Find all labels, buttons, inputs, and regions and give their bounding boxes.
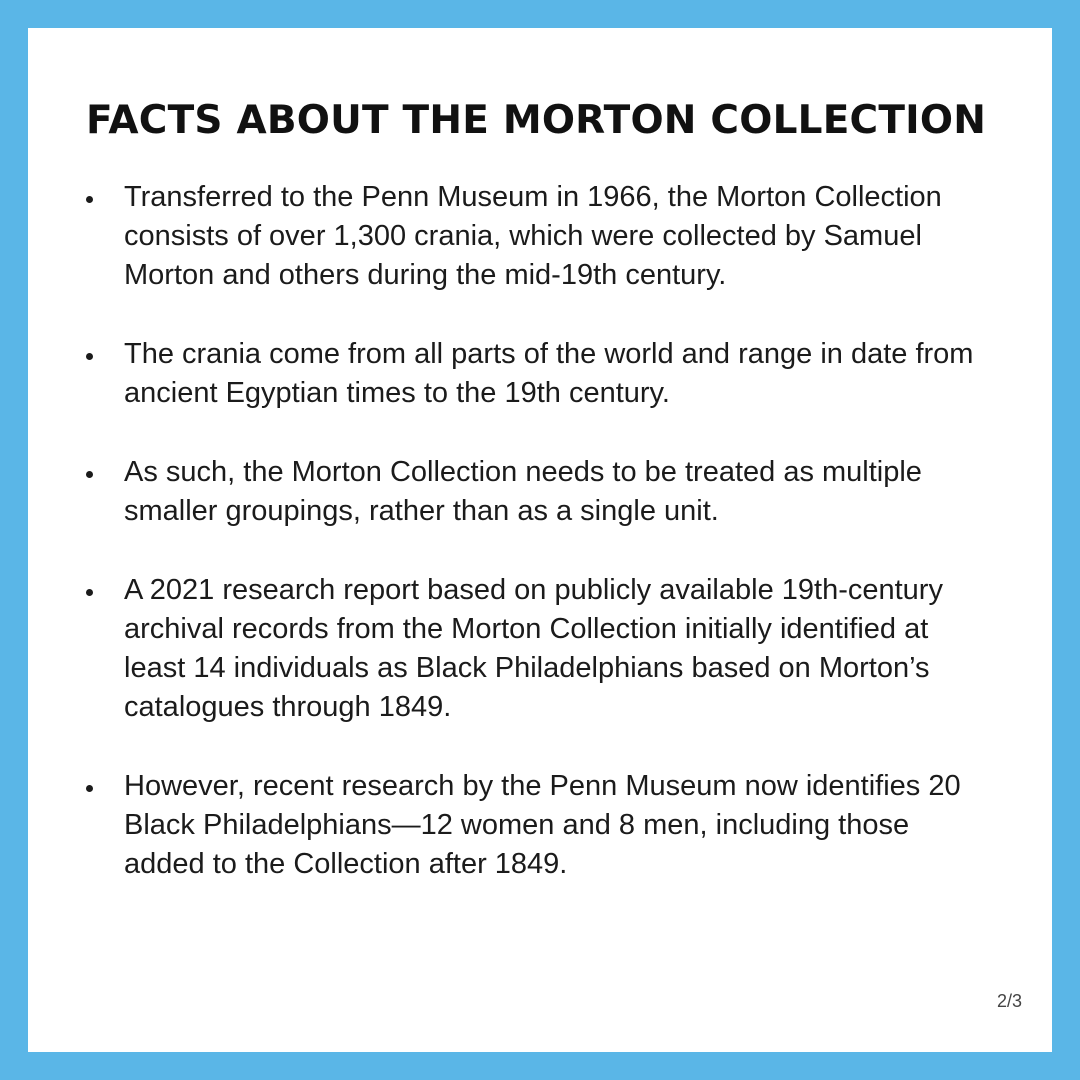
list-item (86, 178, 986, 295)
bullet-icon (86, 353, 93, 360)
list-item (86, 335, 986, 413)
bullet-icon (86, 471, 93, 478)
list-item (86, 453, 986, 531)
list-item (86, 571, 986, 727)
content-card (28, 28, 1052, 1052)
facts-list (86, 178, 986, 924)
list-item-text: However, recent research by the Penn Museum now identifies 20 Black Philadelphians—12 women and 8 men, including those added to the Collection after 1849. (124, 770, 961, 880)
page-title: FACTS ABOUT THE MORTON COLLECTION (86, 98, 987, 143)
bullet-icon (86, 196, 93, 203)
list-item-text: The crania come from all parts of the world and range in date from ancient Egyptian times to the 19th century. (124, 338, 974, 409)
bullet-icon (86, 785, 93, 792)
bullet-icon (86, 589, 93, 596)
list-item-text: As such, the Morton Collection needs to be treated as multiple smaller groupings, rather than as a single unit. (124, 456, 922, 527)
list-item (86, 767, 986, 884)
page-indicator: 2/3 (996, 991, 1022, 1011)
list-item-text: Transferred to the Penn Museum in 1966, the Morton Collection consists of over 1,300 crania, which were collected by Samuel Morton and others during the mid-19th century. (124, 181, 942, 291)
list-item-text: A 2021 research report based on publicly available 19th-century archival records from the Morton Collection initially identified at least 14 individuals as Black Philadelphians based on Morton’s catalogues through 1849. (124, 574, 943, 723)
